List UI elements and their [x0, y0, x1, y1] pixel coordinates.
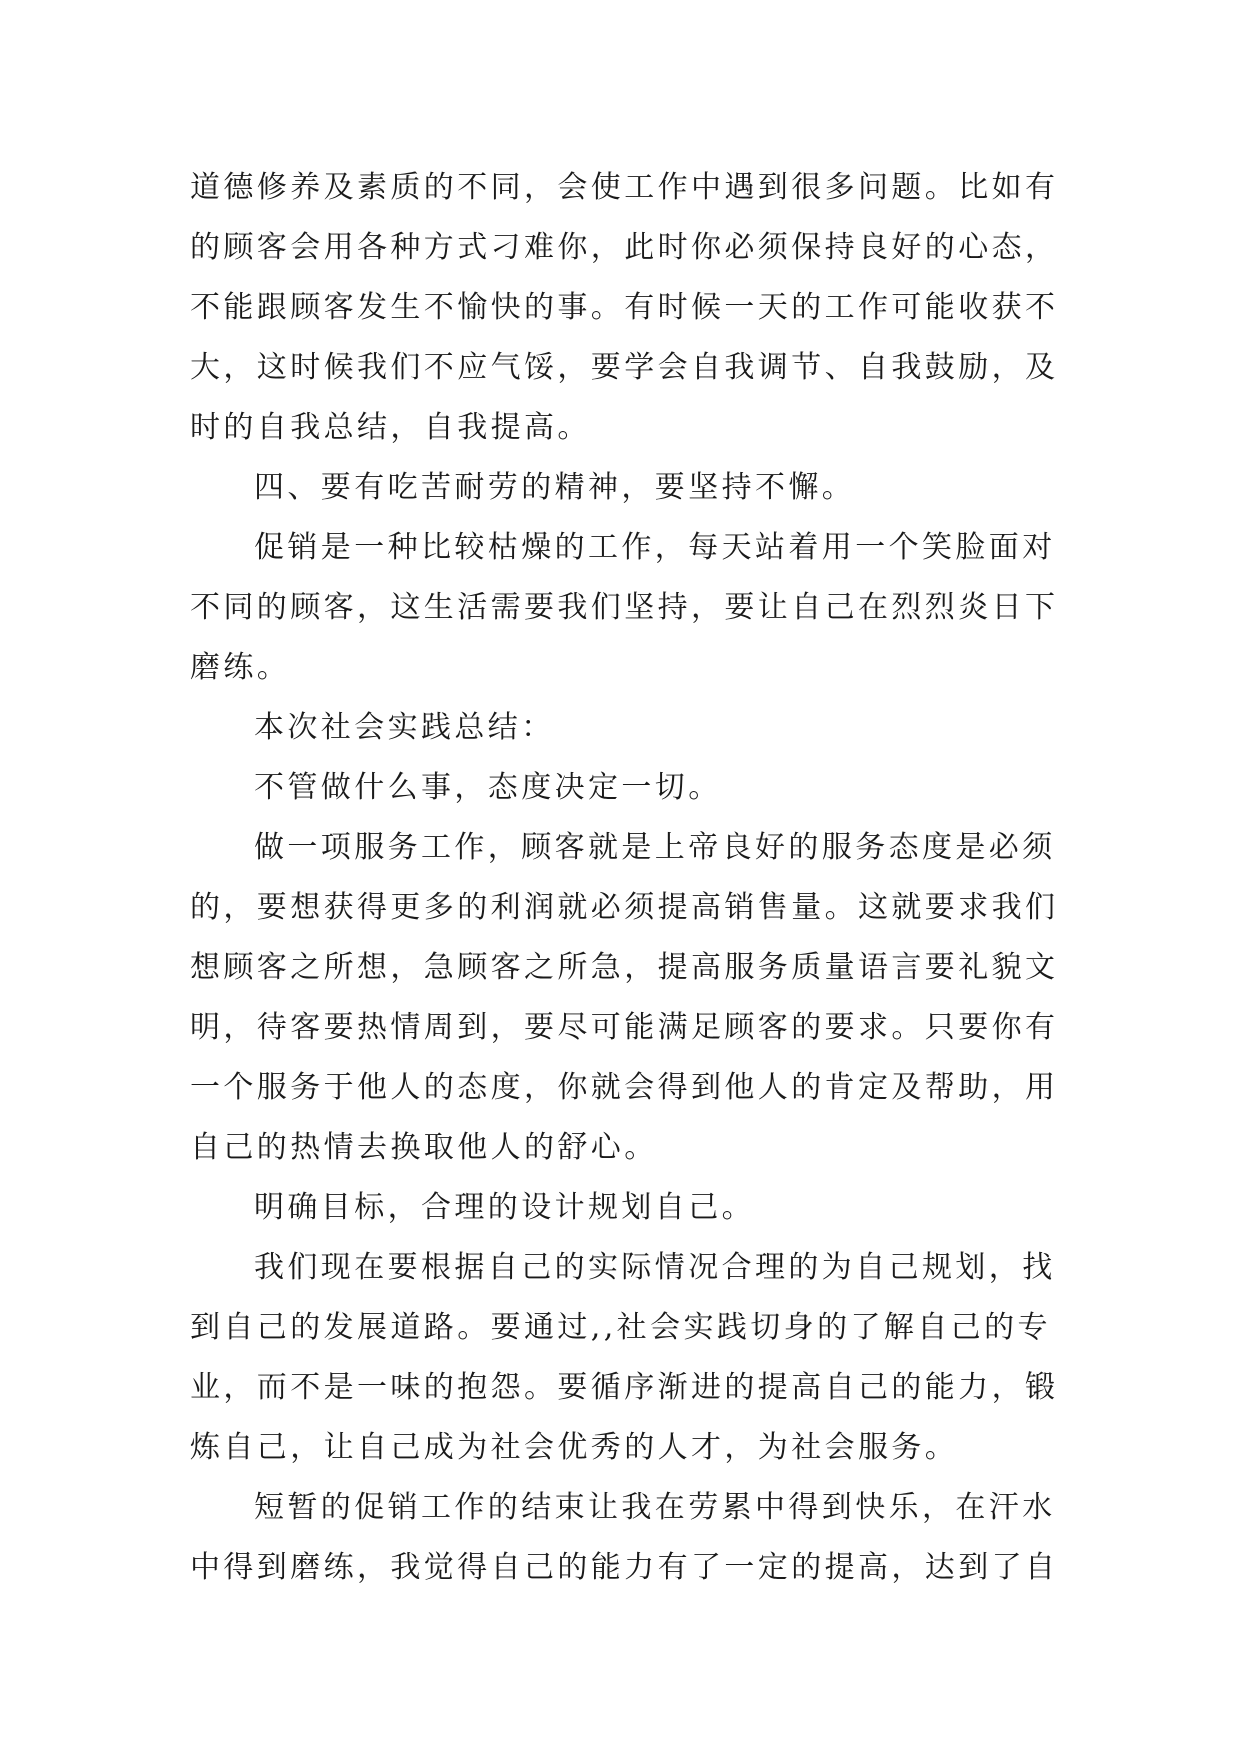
section-heading: 明确目标，合理的设计规划自己。	[254, 1190, 755, 1225]
text-line: 到自己的发展道路。要通过,,社会实践切身的了解自己的专	[190, 1310, 1051, 1345]
text-line: 一个服务于他人的态度，你就会得到他人的肯定及帮助，用	[190, 1070, 1059, 1105]
text-line: 不同的顾客，这生活需要我们坚持，要让自己在烈烈炎日下	[190, 590, 1059, 625]
text-line: 的，要想获得更多的利润就必须提高销售量。这就要求我们	[190, 890, 1059, 925]
text-line: 不能跟顾客发生不愉快的事。有时候一天的工作可能收获不	[190, 290, 1059, 325]
text-line: 道德修养及素质的不同，会使工作中遇到很多问题。比如有	[190, 170, 1059, 205]
text-line: 炼自己，让自己成为社会优秀的人才，为社会服务。	[190, 1430, 959, 1465]
text-line: 促销是一种比较枯燥的工作，每天站着用一个笑脸面对	[254, 530, 1056, 565]
text-line: 时的自我总结，自我提高。	[190, 410, 591, 445]
text-line: 明，待客要热情周到，要尽可能满足顾客的要求。只要你有	[190, 1010, 1059, 1045]
text-line: 的顾客会用各种方式刁难你，此时你必须保持良好的心态，	[190, 230, 1059, 265]
body-text	[190, 158, 1062, 1598]
section-heading: 本次社会实践总结：	[254, 710, 555, 745]
section-heading: 四、要有吃苦耐劳的精神，要坚持不懈。	[254, 470, 856, 505]
text-line: 业，而不是一味的抱怨。要循序渐进的提高自己的能力，锻	[190, 1370, 1059, 1405]
text-line: 想顾客之所想，急顾客之所急，提高服务质量语言要礼貌文	[190, 950, 1059, 985]
text-line: 我们现在要根据自己的实际情况合理的为自己规划，找	[254, 1250, 1056, 1285]
section-heading: 不管做什么事，态度决定一切。	[254, 770, 722, 805]
text-line: 自己的热情去换取他人的舒心。	[190, 1130, 658, 1165]
text-line: 短暂的促销工作的结束让我在劳累中得到快乐，在汗水	[254, 1490, 1056, 1525]
text-line: 磨练。	[190, 650, 291, 685]
text-line: 中得到磨练，我觉得自己的能力有了一定的提高，达到了自	[190, 1550, 1059, 1585]
text-line: 大，这时候我们不应气馁，要学会自我调节、自我鼓励，及	[190, 350, 1059, 385]
text-line: 做一项服务工作，顾客就是上帝良好的服务态度是必须	[254, 830, 1056, 865]
